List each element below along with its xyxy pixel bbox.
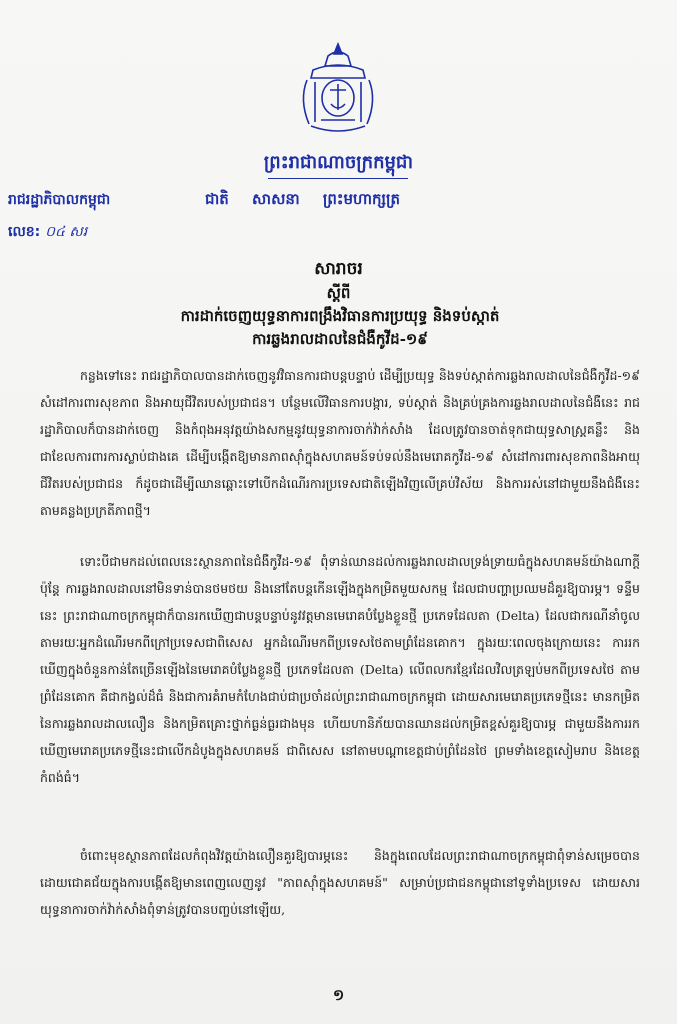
reference-number <box>8 222 87 243</box>
motto-religion: សាសនា <box>252 190 300 208</box>
motto-king: ព្រះមហាក្សត្រ <box>322 190 401 208</box>
national-motto <box>205 190 418 212</box>
motto-nation: ជាតិ <box>205 190 229 208</box>
paragraph-3: ចំពោះមុខស្ថានភាពដែលកំពុងវិវត្តយ៉ាងលឿនគួរឱ្យបារម្ភនេះ និងក្នុងពេលដែលព្រះរាជាណាចក្រកម្ពុជាពុំទាន់សម្រេចបានដោយជោគជ័យក្នុងការបង្កើតឱ្យមានពេញលេញនូវ "ភាពស៊ាំក្នុងសហគមន៍" សម្រាប់ប្រជាជនកម្ពុជានៅទូទាំងប្រទេស ដោយសារយុទ្ធនាការចាក់វ៉ាក់សាំងពុំទាន់ត្រូវបានបញ្ចប់នៅឡើយ, <box>40 848 640 917</box>
doc-subject-label: ស្តីពី <box>326 284 351 302</box>
paragraph-2: ទោះបីជាមកដល់ពេលនេះស្ថានភាពនៃជំងឺកូវីដ-១៩ ពុំទាន់ឈានដល់ការឆ្លងរាលដាលទ្រង់ទ្រាយធំក្នុងសហគមន៍យ៉ាងណាក្តី ប៉ុន្តែ ការឆ្លងរាលដាលនៅមិនទាន់បានថមថយ និងនៅតែបន្តកើនឡើងក្នុងកម្រិតមួយសកម្ម ដែលជាបញ្ហាប្រឈមដ៏គួរឱ្យបារម្ភ។ ទន្ទឹមនេះ ព្រះរាជាណាចក្រកម្ពុជាក៏បានរកឃើញជាបន្តបន្ទាប់នូវវត្តមានមេរោគបំប្លែងខ្លួនថ្មី ប្រភេទដែលតា (Delta) ដែលជាករណីនាំចូលតាមរយៈអ្នកដំណើរមកពីក្រៅប្រទេសជាពិសេស អ្នកដំណើរមកពីប្រទេសថៃតាមព្រំដែនគោក។ ក្នុងរយៈពេលចុងក្រោយនេះ ការរកឃើញក្នុងចំនួនកាន់តែច្រើនឡើងនៃមេរោគបំប្លែងខ្លួនថ្មី ប្រភេទដែលតា (Delta) លើពលករខ្មែរដែលវិលត្រឡប់មកពីប្រទេសថៃ តាមព្រំដែនគោក គឺជាកង្វល់ដ៏ធំ និងជាការគំរាមកំហែងជាប់ជាប្រចាំដល់ព្រះរាជាណាចក្រកម្ពុជា ដោយសារមេរោគប្រភេទថ្មីនេះ មានកម្រិតនៃការឆ្លងរាលដាលលឿន និងកម្រិតគ្រោះថ្នាក់ធ្ងន់ធ្ងរជាងមុន ហើយហានិភ័យបានឈានដល់កម្រិតខ្ពស់គួរឱ្យបារម្ភ ជាមួយនឹងការរកឃើញមេរោគប្រភេទថ្មីនេះជាលើកដំបូងក្នុងសហគមន៍ ជាពិសេស នៅតាមបណ្តាខេត្តជាប់ព្រំដែនថៃ ព្រមទាំងខេត្តសៀមរាប និងខេត្តកំពង់ធំ។ <box>40 554 640 785</box>
page-number: ១ <box>332 986 345 1004</box>
doc-subject-line2: ការឆ្លងរាលដាលនៃជំងឺកូវីដ-១៩ <box>252 330 428 348</box>
paragraph-1: កន្លងទៅនេះ រាជរដ្ឋាភិបាលបានដាក់ចេញនូវវិធានការជាបន្តបន្ទាប់ ដើម្បីប្រយុទ្ធ និងទប់ស្កាត់ការឆ្លងរាលដាលនៃជំងឺកូវីដ-១៩ សំដៅការពារសុខភាព និងអាយុជីវិតរបស់ប្រជាជន។ បន្ថែមលើវិធានការបង្ការ, ទប់ស្កាត់ និងគ្រប់គ្រងការឆ្លងរាលដាលនៃជំងឺនេះ រាជរដ្ឋាភិបាលក៏បានដាក់ចេញ និងកំពុងអនុវត្តយ៉ាងសកម្មនូវយុទ្ធនាការចាក់វ៉ាក់សាំង ដែលត្រូវបានចាត់ទុកជាយុទ្ធសាស្ត្រគន្លឹះ និងជាខែលការពារការស្លាប់ជាងគេ ដើម្បីបង្កើតឱ្យមានភាពស៊ាំក្នុងសហគមន៍ទប់ទល់នឹងមេរោគកូវីដ-១៩ សំដៅការពារសុខភាពនិងអាយុជីវិតរបស់ប្រជាជន ក៏ដូចជាដើម្បីឈានឆ្ពោះទៅបើកដំណើរការប្រទេសជាតិឡើងវិញលើគ្រប់វិស័យ និងការរស់នៅជាមួយនឹងជំងឺនេះតាមគន្លងប្រក្រតីភាពថ្មី។ <box>40 368 640 518</box>
ref-label: លេខ: <box>8 224 41 240</box>
kingdom-name: ព្រះរាជាណាចក្រកម្ពុជា <box>263 152 414 173</box>
ref-number-value: ០៤ សរ <box>45 224 88 240</box>
doc-subject-line1: ការដាក់ចេញយុទ្ធនាការពង្រឹងវិធានការប្រយុទ្ធ និងទប់ស្កាត់ <box>180 307 500 325</box>
kingdom-divider <box>268 178 408 179</box>
government-name: រាជរដ្ឋាភិបាលកម្ពុជា <box>8 192 111 208</box>
royal-coat-of-arms-icon <box>293 40 383 136</box>
doc-type-title: សារាចរ <box>314 259 363 279</box>
